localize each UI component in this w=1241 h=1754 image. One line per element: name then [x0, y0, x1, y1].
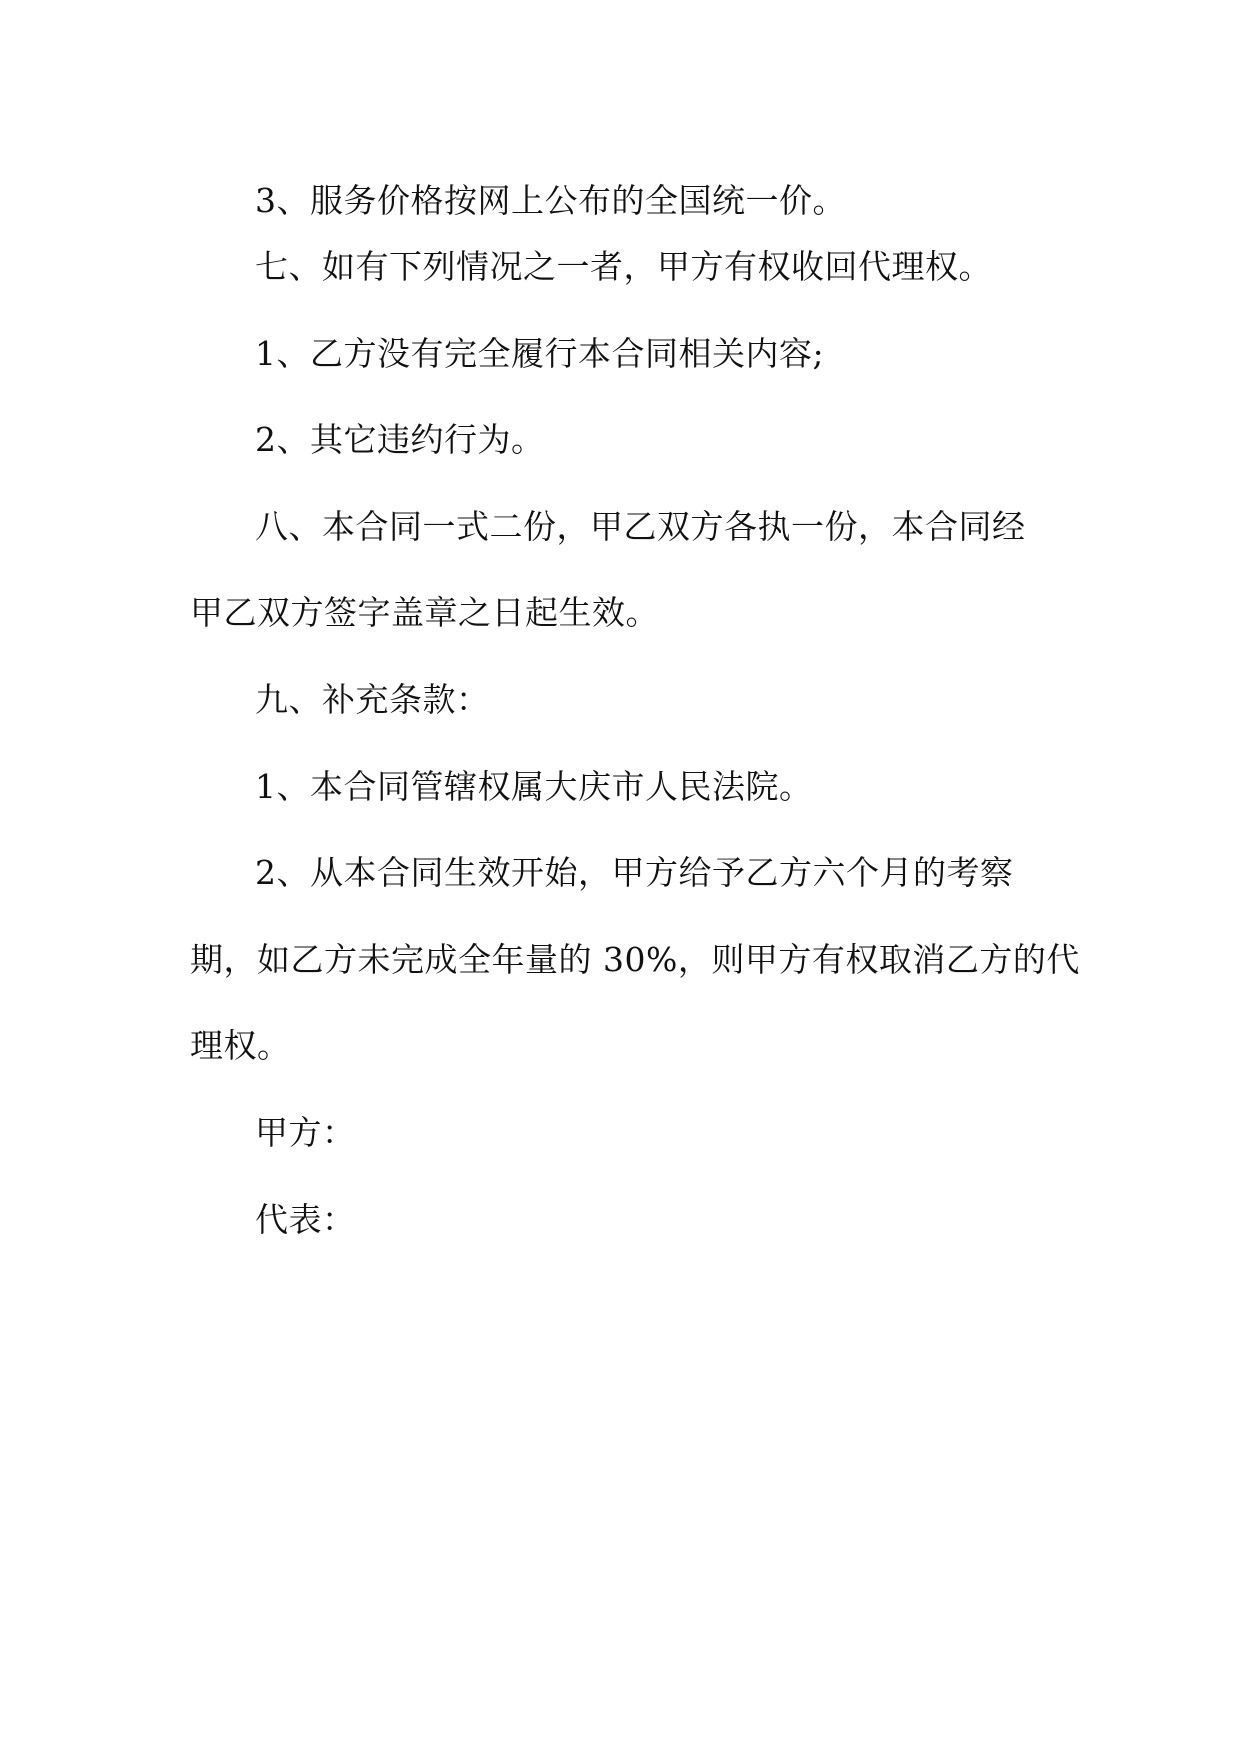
clause-9-heading: 九、补充条款：	[255, 680, 490, 719]
clause-9-item-2-line-2: 期，如乙方未完成全年量的 30%，则甲方有权取消乙方的代	[190, 940, 1080, 979]
clause-6-item-3: 3、服务价格按网上公布的全国统一价。	[255, 181, 846, 220]
clause-7-heading: 七、如有下列情况之一者，甲方有权收回代理权。	[255, 247, 992, 286]
clause-9-item-2-line-3: 理权。	[190, 1026, 291, 1065]
clause-8-line-2: 甲乙双方签字盖章之日起生效。	[190, 593, 659, 632]
clause-7-item-1: 1、乙方没有完全履行本合同相关内容;	[255, 334, 825, 373]
clause-9-item-1: 1、本合同管辖权属大庆市人民法院。	[255, 767, 813, 806]
representative-label: 代表：	[255, 1200, 356, 1239]
clause-8-line-1: 八、本合同一式二份，甲乙双方各执一份，本合同经	[255, 507, 1026, 546]
party-a-label: 甲方：	[255, 1113, 356, 1152]
clause-9-item-2-line-1: 2、从本合同生效开始，甲方给予乙方六个月的考察	[255, 853, 1014, 892]
clause-7-item-2: 2、其它违约行为。	[255, 420, 545, 459]
